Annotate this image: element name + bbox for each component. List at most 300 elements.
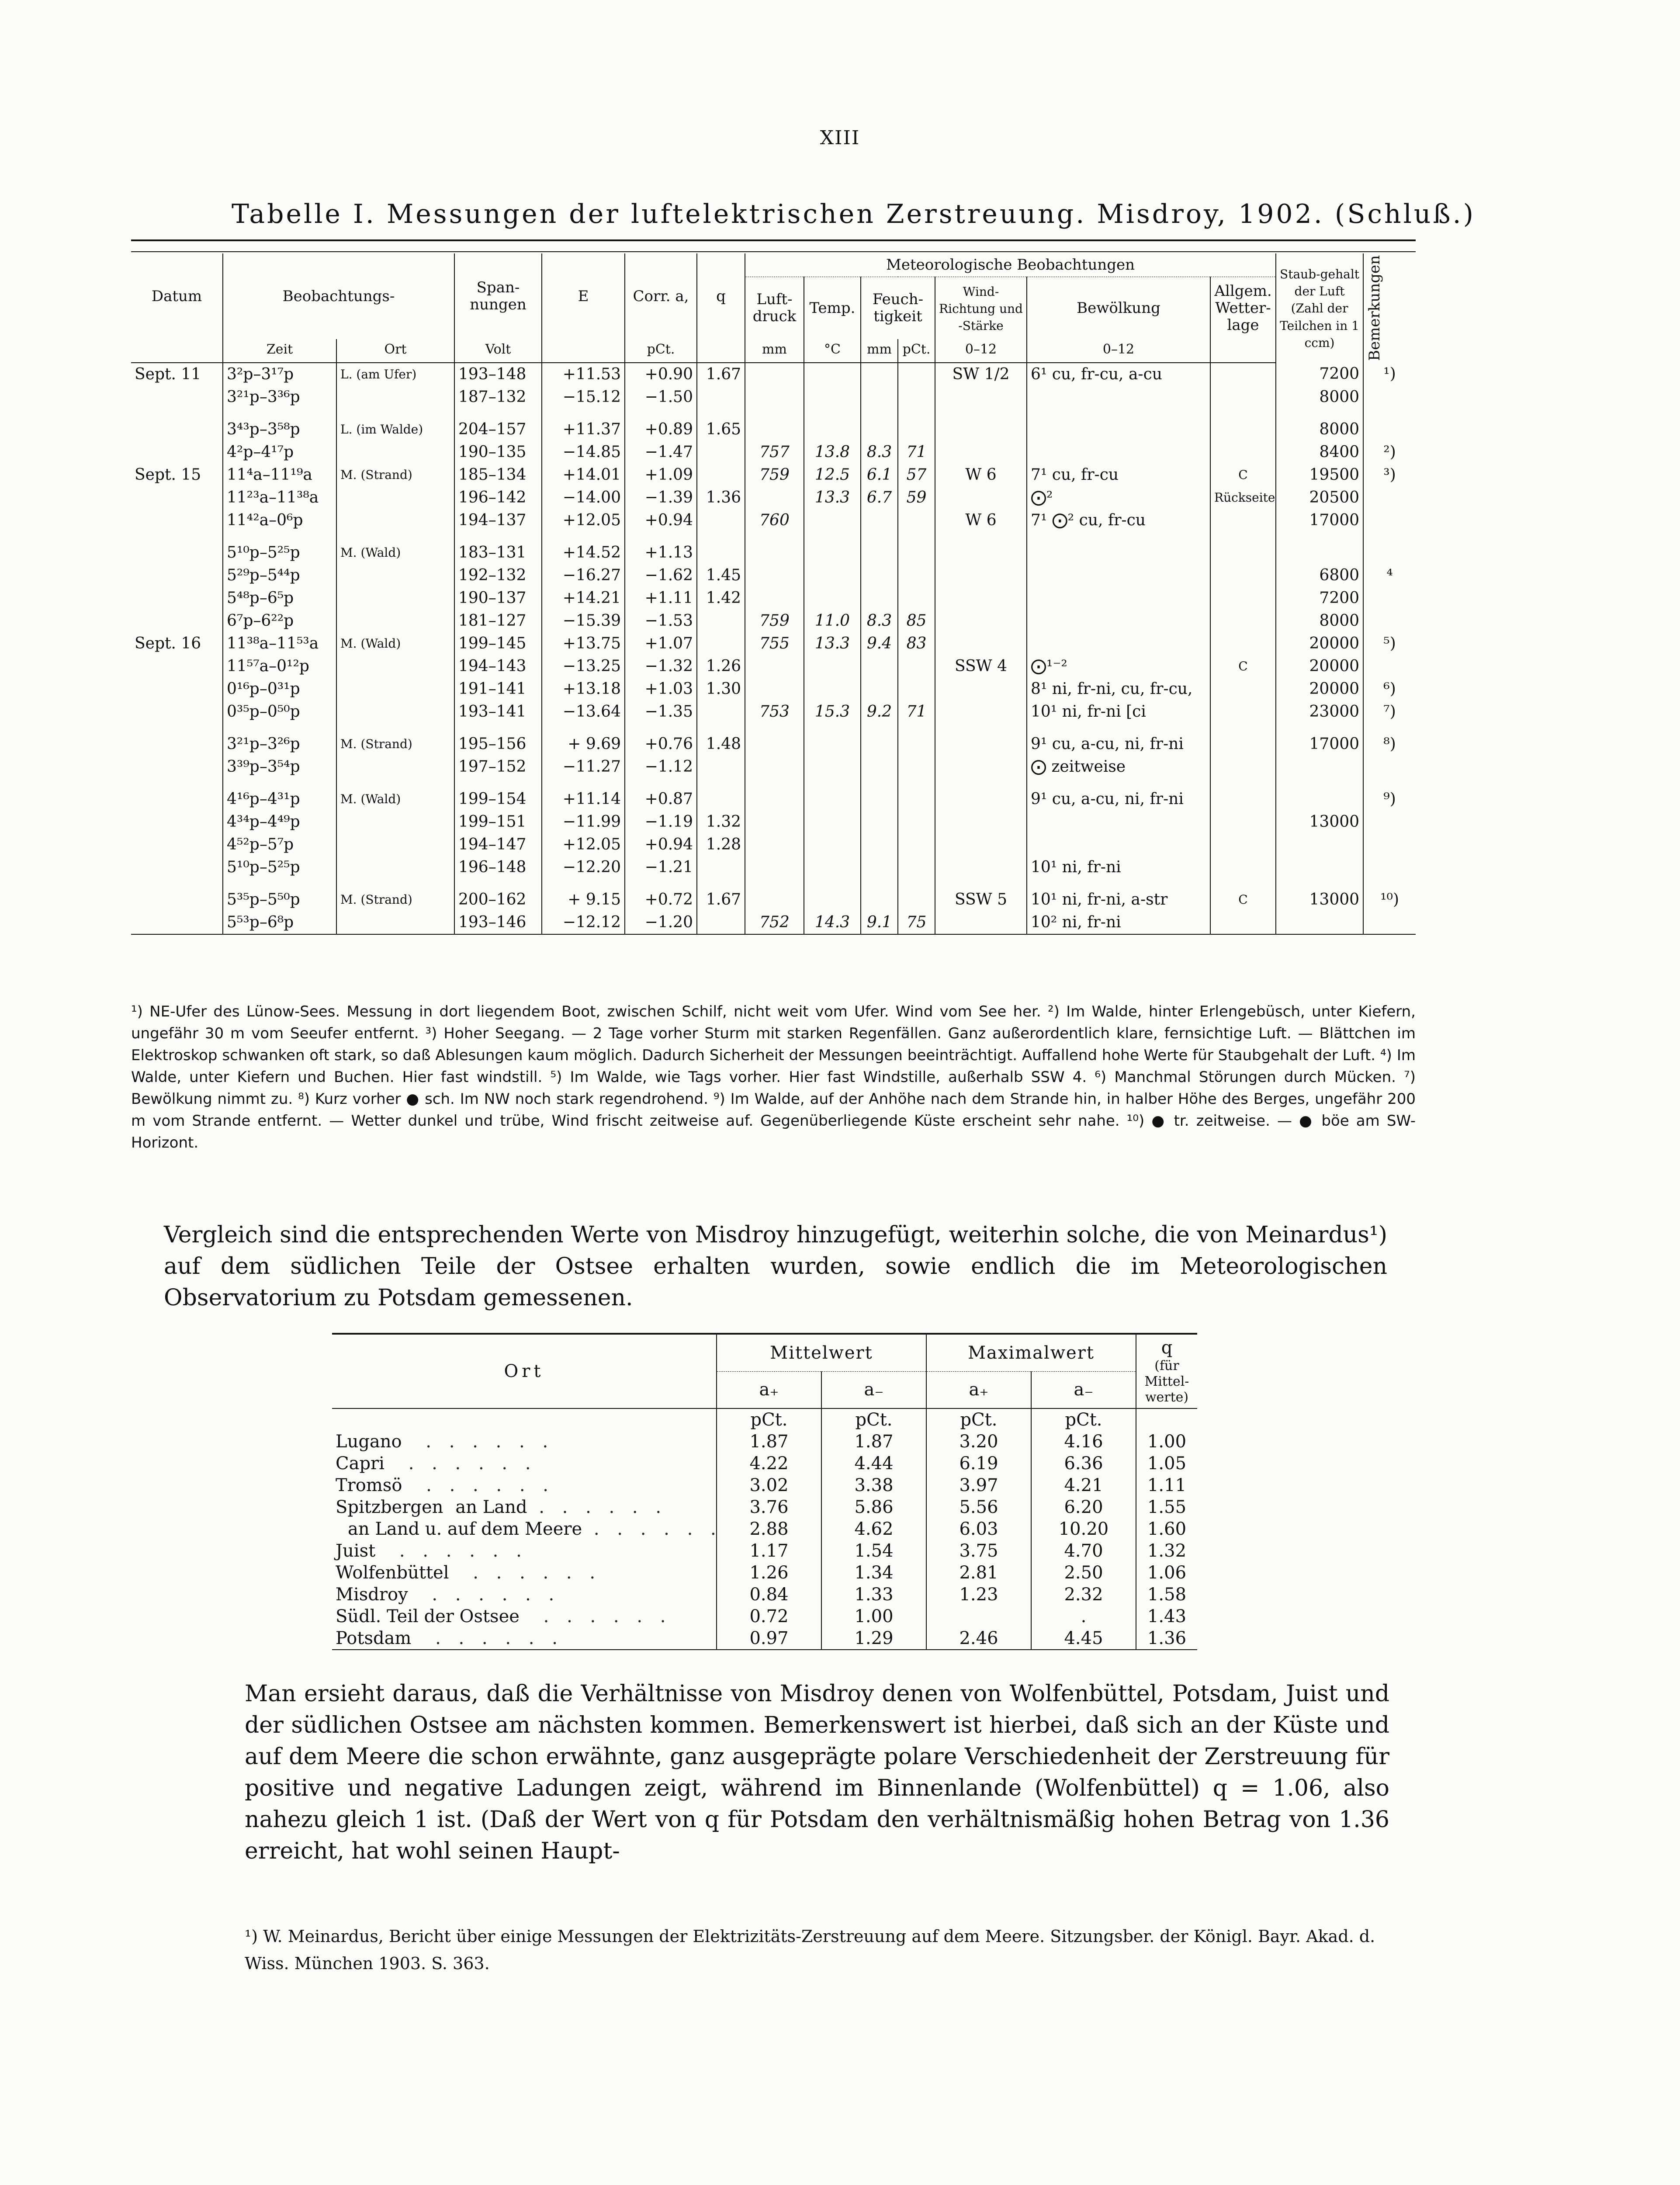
q-cell	[697, 509, 745, 532]
location-name: Spitzbergen	[336, 1497, 443, 1517]
wind-cell	[935, 587, 1027, 610]
q-cell: 1.43	[1136, 1606, 1197, 1627]
wind-cell	[935, 486, 1027, 509]
dot-leader: . . . . . .	[420, 1585, 561, 1605]
e-cell: +12.05	[542, 509, 625, 532]
corr-cell: +0.76	[625, 733, 697, 756]
location-sub: an Land	[455, 1497, 527, 1517]
mittel-aplus-cell: 0.97	[717, 1627, 821, 1650]
luftdruck-cell	[745, 788, 804, 811]
wind-cell: SW 1/2	[935, 363, 1027, 386]
allgem-cell	[1210, 509, 1276, 532]
luftdruck-cell	[745, 833, 804, 856]
e-cell: −13.25	[542, 655, 625, 678]
datum-cell	[131, 701, 223, 723]
feuchte-mm-cell: 6.1	[861, 464, 898, 486]
ort-cell	[336, 509, 454, 532]
e-cell: −15.12	[542, 386, 625, 409]
header-meteo: Meteorologische Beobachtungen	[745, 253, 1276, 277]
corr-cell: −1.53	[625, 610, 697, 632]
bemerkung-cell: ²)	[1363, 441, 1416, 464]
feuchte-mm-cell	[861, 788, 898, 811]
max-aplus-cell: 5.56	[926, 1496, 1031, 1518]
table-top-rule	[131, 251, 1416, 252]
max-aplus-cell: 1.23	[926, 1584, 1031, 1606]
ort-cell: M. (Wald)	[336, 632, 454, 655]
e-cell: +11.14	[542, 788, 625, 811]
temp-cell	[804, 655, 861, 678]
bemerkung-cell	[1363, 655, 1416, 678]
datum-cell	[131, 441, 223, 464]
q-cell	[697, 701, 745, 723]
staub-cell	[1276, 911, 1363, 934]
dot-leader: . . . . . .	[414, 1475, 554, 1495]
ort-cell	[336, 911, 454, 934]
staub-cell: 19500	[1276, 464, 1363, 486]
mittel-aminus-cell: 4.44	[821, 1453, 926, 1474]
header-ort: Ort	[336, 339, 454, 363]
spannung-cell: 181–127	[454, 610, 542, 632]
luftdruck-cell	[745, 678, 804, 701]
ort-cell	[336, 441, 454, 464]
measurement-row	[131, 486, 1416, 509]
temp-cell	[804, 587, 861, 610]
location-cell	[332, 1431, 717, 1453]
corr-cell: −1.32	[625, 655, 697, 678]
header-beobachtungs: Beobachtungs-	[223, 253, 454, 339]
staub-cell: 20500	[1276, 486, 1363, 509]
zeit-cell: 0³⁵p–0⁵⁰p	[223, 701, 336, 723]
feuchte-pct-cell	[898, 833, 935, 856]
datum-cell	[131, 788, 223, 811]
paragraph-conclusion: Man ersieht daraus, daß die Verhältnisse von Misdroy denen von Wolfenbüttel, Potsdam, Juist und der südlichen Ostsee am nächsten kommen. Bemerkenswert ist hierbei, daß sich an der Küste und auf dem Meere die schon erwähnte, ganz ausgeprägte polare Verschiedenheit der Zerstreuung für positive und negative Ladungen zeigt, während im Binnenlande (Wolfenbüttel) q = 1.06, also nahezu gleich 1 ist. (Daß der Wert von q für Potsdam den verhältnismäßig hohen Betrag von 1.36 erreicht, hat wohl seinen Haupt-	[245, 1681, 1389, 1864]
ort-cell: M. (Strand)	[336, 888, 454, 911]
e-cell: −14.00	[542, 486, 625, 509]
bemerkung-cell: ⁵)	[1363, 632, 1416, 655]
datum-cell	[131, 486, 223, 509]
feuchte-mm-cell	[861, 564, 898, 587]
row-spacer	[131, 409, 1416, 418]
bewoelkung-cell: 9¹ cu, a-cu, ni, fr-ni	[1027, 733, 1210, 756]
measurement-row	[131, 856, 1416, 879]
q-cell	[697, 911, 745, 934]
zeit-cell: 3³⁹p–3⁵⁴p	[223, 756, 336, 778]
feuchte-pct-cell	[898, 363, 935, 386]
cmp-unit-pct: pCt.	[821, 1408, 926, 1431]
staub-cell: 20000	[1276, 678, 1363, 701]
datum-cell	[131, 678, 223, 701]
allgem-cell	[1210, 701, 1276, 723]
location-name: Lugano	[336, 1432, 402, 1452]
temp-cell	[804, 564, 861, 587]
measurement-row	[131, 509, 1416, 532]
staub-cell: 13000	[1276, 888, 1363, 911]
allgem-cell: C	[1210, 655, 1276, 678]
measurement-table	[131, 253, 1416, 937]
q-cell	[697, 441, 745, 464]
zeit-cell: 3⁴³p–3⁵⁸p	[223, 418, 336, 441]
feuchte-mm-cell	[861, 363, 898, 386]
comparison-row	[332, 1474, 1197, 1496]
e-cell: + 9.15	[542, 888, 625, 911]
corr-cell: +0.87	[625, 788, 697, 811]
mittel-aminus-cell: 1.29	[821, 1627, 926, 1650]
location-name: Misdroy	[336, 1585, 408, 1605]
measurement-row	[131, 363, 1416, 386]
corr-cell: −1.62	[625, 564, 697, 587]
mittel-aplus-cell: 0.72	[717, 1606, 821, 1627]
cmp-header-mittel-aplus: a₊	[717, 1371, 821, 1408]
wind-cell	[935, 911, 1027, 934]
feuchte-pct-cell	[898, 386, 935, 409]
ort-cell	[336, 564, 454, 587]
mittel-aplus-cell: 1.17	[717, 1540, 821, 1562]
allgem-cell	[1210, 564, 1276, 587]
spannung-cell: 192–132	[454, 564, 542, 587]
mittel-aminus-cell: 1.34	[821, 1562, 926, 1584]
q-cell	[697, 541, 745, 564]
q-cell	[697, 464, 745, 486]
ort-cell: M. (Wald)	[336, 541, 454, 564]
allgem-cell: Rückseite	[1210, 486, 1276, 509]
location-sub: an Land u. auf dem Meere	[348, 1519, 582, 1539]
temp-cell	[804, 678, 861, 701]
location-cell	[332, 1606, 717, 1627]
measurement-row	[131, 678, 1416, 701]
wind-cell: SSW 4	[935, 655, 1027, 678]
q-cell: 1.45	[697, 564, 745, 587]
ort-cell: M. (Strand)	[336, 464, 454, 486]
dot-leader: . . . . . .	[396, 1453, 537, 1474]
feuchte-mm-cell	[861, 833, 898, 856]
zeit-cell: 11⁵⁷a–0¹²p	[223, 655, 336, 678]
ort-cell	[336, 811, 454, 833]
zeit-cell: 5¹⁰p–5²⁵p	[223, 541, 336, 564]
bemerkung-cell: ¹)	[1363, 363, 1416, 386]
measurement-row	[131, 464, 1416, 486]
zeit-cell: 4²p–4¹⁷p	[223, 441, 336, 464]
zeit-cell: 4⁵²p–5⁷p	[223, 833, 336, 856]
max-aplus-cell: 3.20	[926, 1431, 1031, 1453]
q-cell: 1.00	[1136, 1431, 1197, 1453]
temp-cell	[804, 788, 861, 811]
corr-cell: +0.72	[625, 888, 697, 911]
datum-cell	[131, 655, 223, 678]
spannung-cell: 191–141	[454, 678, 542, 701]
bewoelkung-cell	[1027, 441, 1210, 464]
q-cell	[697, 632, 745, 655]
allgem-cell	[1210, 541, 1276, 564]
zeit-cell: 11⁴²a–0⁶p	[223, 509, 336, 532]
zeit-cell: 5¹⁰p–5²⁵p	[223, 856, 336, 879]
spannung-cell: 197–152	[454, 756, 542, 778]
bemerkung-cell: ⁷)	[1363, 701, 1416, 723]
bemerkung-cell	[1363, 756, 1416, 778]
spannung-cell: 199–151	[454, 811, 542, 833]
zeit-cell: 4¹⁶p–4³¹p	[223, 788, 336, 811]
bewoelkung-cell: ⨀²	[1027, 486, 1210, 509]
zeit-cell: 5⁵³p–6⁸p	[223, 911, 336, 934]
datum-cell	[131, 911, 223, 934]
feuchte-mm-cell	[861, 756, 898, 778]
temp-cell	[804, 418, 861, 441]
staub-cell: 7200	[1276, 587, 1363, 610]
bewoelkung-cell: 8¹ ni, fr-ni, cu, fr-cu,	[1027, 678, 1210, 701]
bewoelkung-cell	[1027, 418, 1210, 441]
measurement-row	[131, 833, 1416, 856]
spannung-cell: 204–157	[454, 418, 542, 441]
dot-leader: . . . . . .	[582, 1519, 722, 1539]
datum-cell: Sept. 15	[135, 465, 201, 484]
measurement-row	[131, 418, 1416, 441]
luftdruck-cell	[745, 856, 804, 879]
e-cell: +14.52	[542, 541, 625, 564]
location-name: Potsdam	[336, 1628, 412, 1648]
max-aminus-cell: 10.20	[1031, 1518, 1136, 1540]
mittel-aminus-cell: 1.00	[821, 1606, 926, 1627]
bewoelkung-cell	[1027, 386, 1210, 409]
unit-degc: °C	[804, 339, 861, 363]
bewoelkung-cell: 10¹ ni, fr-ni [ci	[1027, 701, 1210, 723]
feuchte-pct-cell: 71	[898, 441, 935, 464]
spannung-cell: 193–148	[454, 363, 542, 386]
datum-cell: Sept. 11	[135, 365, 201, 383]
allgem-cell	[1210, 632, 1276, 655]
q-cell: 1.48	[697, 733, 745, 756]
spannung-cell: 187–132	[454, 386, 542, 409]
cmp-header-mittel-aminus: a₋	[821, 1371, 926, 1408]
comparison-row	[332, 1453, 1197, 1474]
ort-cell	[336, 856, 454, 879]
allgem-cell: C	[1210, 464, 1276, 486]
comparison-row	[332, 1562, 1197, 1584]
mittel-aminus-cell: 4.62	[821, 1518, 926, 1540]
bewoelkung-cell: ⨀ zeitweise	[1027, 756, 1210, 778]
table-footnotes: ¹) NE-Ufer des Lünow-Sees. Messung in dort liegendem Boot, zwischen Schilf, nicht weit vom Ufer. Wind vom See her. ²) Im Walde, hinter Erlengebüsch, unter Kiefern, ungefähr 30 m vom Seeufer entfernt. ³) Hoher Seegang. — 2 Tage vorher Sturm mit starken Regenfällen. Ganz außerordentlich klare, fernsichtige Luft. — Blättchen im Elektroskop schwanken oft stark, so daß Ablesungen kaum möglich. Dadurch Sicherheit der Messungen beeinträchtigt. Auffallend hohe Werte für Staubgehalt der Luft. ⁴) Im Walde, unter Kiefern und Buchen. Hier fast windstill. ⁵) Im Walde, wie Tags vorher. Hier fast Windstille, außerhalb SSW 4. ⁶) Manchmal Störungen durch Mücken. ⁷) Bewölkung nimmt zu. ⁸) Kurz vorher ● sch. Im NW noch stark regendrohend. ⁹) Im Walde, auf der Anhöhe nach dem Strande hin, in halber Höhe des Berges, ungefähr 200 m vom Strande entfernt. — Wetter dunkel und trübe, Wind frischt zeitweise auf. Gegenüberliegende Küste erscheint sehr nahe. ¹⁰) ● tr. zeitweise. — ● böe am SW-Horizont.	[131, 1003, 1416, 1151]
q-cell: 1.06	[1136, 1562, 1197, 1584]
bemerkung-cell	[1363, 610, 1416, 632]
ort-cell: L. (am Ufer)	[336, 363, 454, 386]
ort-cell	[336, 486, 454, 509]
header-zeit: Zeit	[223, 339, 336, 363]
e-cell: −16.27	[542, 564, 625, 587]
allgem-cell	[1210, 678, 1276, 701]
spannung-cell: 190–135	[454, 441, 542, 464]
location-name: Juist	[336, 1541, 376, 1561]
feuchte-mm-cell	[861, 811, 898, 833]
measurement-row	[131, 632, 1416, 655]
temp-cell: 13.3	[804, 632, 861, 655]
ort-cell	[336, 701, 454, 723]
bemerkung-cell	[1363, 833, 1416, 856]
cmp-header-mittelwert: Mittelwert	[717, 1334, 926, 1371]
comparison-table-body	[332, 1431, 1197, 1652]
header-datum: Datum	[151, 287, 202, 305]
dot-leader: . . . . . .	[414, 1432, 554, 1452]
bewoelkung-cell: ⨀¹⁻²	[1027, 655, 1210, 678]
cmp-header-max-aminus: a₋	[1031, 1371, 1136, 1408]
bewoelkung-cell	[1027, 564, 1210, 587]
q-cell	[697, 610, 745, 632]
zeit-cell: 11²³a–11³⁸a	[223, 486, 336, 509]
zeit-cell: 5⁴⁸p–6⁵p	[223, 587, 336, 610]
e-cell: +14.01	[542, 464, 625, 486]
wind-cell	[935, 441, 1027, 464]
bemerkung-cell: ⁸)	[1363, 733, 1416, 756]
e-cell: −14.85	[542, 441, 625, 464]
corr-cell: −1.12	[625, 756, 697, 778]
comparison-row	[332, 1627, 1197, 1650]
bewoelkung-cell	[1027, 610, 1210, 632]
corr-cell: +1.13	[625, 541, 697, 564]
q-cell: 1.36	[697, 486, 745, 509]
allgem-cell	[1210, 363, 1276, 386]
q-cell: 1.30	[697, 678, 745, 701]
staub-cell: 8000	[1276, 418, 1363, 441]
measurement-row	[131, 733, 1416, 756]
comparison-row	[332, 1540, 1197, 1562]
zeit-cell: 11⁴a–11¹⁹a	[223, 464, 336, 486]
corr-cell: −1.20	[625, 911, 697, 934]
allgem-cell	[1210, 441, 1276, 464]
feuchte-pct-cell	[898, 678, 935, 701]
bemerkung-cell	[1363, 911, 1416, 934]
e-cell: −11.27	[542, 756, 625, 778]
q-cell: 1.05	[1136, 1453, 1197, 1474]
header-corr: Corr. a,	[625, 253, 697, 339]
wind-cell	[935, 632, 1027, 655]
luftdruck-cell	[745, 587, 804, 610]
corr-cell: −1.50	[625, 386, 697, 409]
feuchte-pct-cell	[898, 509, 935, 532]
comparison-bottom-rule	[332, 1650, 1197, 1652]
e-cell: −15.39	[542, 610, 625, 632]
luftdruck-cell: 759	[745, 610, 804, 632]
wind-cell	[935, 610, 1027, 632]
wind-cell	[935, 733, 1027, 756]
feuchte-pct-cell	[898, 418, 935, 441]
luftdruck-cell: 755	[745, 632, 804, 655]
header-feuchtigkeit: Feuch-tigkeit	[861, 277, 935, 339]
feuchte-mm-cell: 9.2	[861, 701, 898, 723]
bemerkung-cell: ³)	[1363, 464, 1416, 486]
spannung-cell: 200–162	[454, 888, 542, 911]
spannung-cell: 193–146	[454, 911, 542, 934]
datum-cell: Sept. 16	[135, 634, 201, 652]
measurement-row	[131, 788, 1416, 811]
zeit-cell: 5²⁹p–5⁴⁴p	[223, 564, 336, 587]
datum-cell	[131, 418, 223, 441]
max-aplus-cell: 6.19	[926, 1453, 1031, 1474]
staub-cell: 23000	[1276, 701, 1363, 723]
staub-cell	[1276, 856, 1363, 879]
bewoelkung-cell: 10¹ ni, fr-ni, a-str	[1027, 888, 1210, 911]
wind-cell	[935, 386, 1027, 409]
wind-cell: W 6	[935, 509, 1027, 532]
bemerkung-cell	[1363, 541, 1416, 564]
q-cell: 1.28	[697, 833, 745, 856]
e-cell: −12.12	[542, 911, 625, 934]
dot-leader: . . . . . .	[531, 1606, 672, 1627]
feuchte-mm-cell	[861, 655, 898, 678]
mittel-aplus-cell: 3.02	[717, 1474, 821, 1496]
feuchte-mm-cell	[861, 386, 898, 409]
allgem-cell	[1210, 756, 1276, 778]
max-aminus-cell: 4.16	[1031, 1431, 1136, 1453]
temp-cell	[804, 756, 861, 778]
measurement-row	[131, 386, 1416, 409]
location-cell	[332, 1627, 717, 1650]
bewoelkung-cell	[1027, 811, 1210, 833]
header-q: q	[697, 253, 745, 339]
cmp-header-max-aplus: a₊	[926, 1371, 1031, 1408]
measurement-row	[131, 811, 1416, 833]
measurement-row	[131, 756, 1416, 778]
row-spacer	[131, 778, 1416, 788]
bemerkung-cell	[1363, 811, 1416, 833]
allgem-cell	[1210, 610, 1276, 632]
max-aplus-cell: 3.75	[926, 1540, 1031, 1562]
bemerkung-cell	[1363, 509, 1416, 532]
cmp-unit-pct: pCt.	[926, 1408, 1031, 1431]
q-cell	[697, 788, 745, 811]
unit-mm: mm	[745, 339, 804, 363]
corr-cell: +1.07	[625, 632, 697, 655]
q-cell: 1.55	[1136, 1496, 1197, 1518]
temp-cell	[804, 386, 861, 409]
staub-cell: 8400	[1276, 441, 1363, 464]
max-aminus-cell: .	[1031, 1606, 1136, 1627]
location-cell	[332, 1540, 717, 1562]
wind-cell: SSW 5	[935, 888, 1027, 911]
q-cell: 1.32	[1136, 1540, 1197, 1562]
feuchte-pct-cell: 59	[898, 486, 935, 509]
feuchte-pct-cell	[898, 564, 935, 587]
ort-cell	[336, 833, 454, 856]
comparison-row	[332, 1431, 1197, 1453]
comparison-table	[332, 1333, 1197, 1652]
temp-cell: 15.3	[804, 701, 861, 723]
datum-cell	[131, 564, 223, 587]
feuchte-pct-cell	[898, 888, 935, 911]
allgem-cell: C	[1210, 888, 1276, 911]
max-aplus-cell: 2.81	[926, 1562, 1031, 1584]
mittel-aplus-cell: 1.26	[717, 1562, 821, 1584]
spannung-cell: 190–137	[454, 587, 542, 610]
corr-cell: +1.09	[625, 464, 697, 486]
spannung-cell: 196–142	[454, 486, 542, 509]
ort-cell	[336, 610, 454, 632]
paragraph-intro: Vergleich sind die entsprechenden Werte von Misdroy hinzugefügt, weiterhin solche, die von Meinardus¹) auf dem südlichen Teile der Ostsee erhalten wurden, sowie endlich die im Meteorologischen Observatorium zu Potsdam gemessenen.	[164, 1222, 1387, 1311]
cmp-header-maximalwert: Maximalwert	[926, 1334, 1136, 1371]
measurement-row	[131, 587, 1416, 610]
zeit-cell: 11³⁸a–11⁵³a	[223, 632, 336, 655]
staub-cell: 20000	[1276, 655, 1363, 678]
feuchte-pct-cell	[898, 788, 935, 811]
spannung-cell: 196–148	[454, 856, 542, 879]
luftdruck-cell	[745, 541, 804, 564]
q-cell: 1.60	[1136, 1518, 1197, 1540]
bewoelkung-cell: 6¹ cu, fr-cu, a-cu	[1027, 363, 1210, 386]
footnote-meinardus: ¹) W. Meinardus, Bericht über einige Messungen der Elektrizitäts-Zerstreuung auf dem Meere. Sitzungsber. der Königl. Bayr. Akad. d. Wiss. München 1903. S. 363.	[245, 1927, 1375, 1973]
ort-cell	[336, 655, 454, 678]
measurement-row	[131, 911, 1416, 934]
wind-cell	[935, 788, 1027, 811]
feuchte-mm-cell	[861, 509, 898, 532]
luftdruck-cell	[745, 733, 804, 756]
e-cell: + 9.69	[542, 733, 625, 756]
wind-cell: W 6	[935, 464, 1027, 486]
